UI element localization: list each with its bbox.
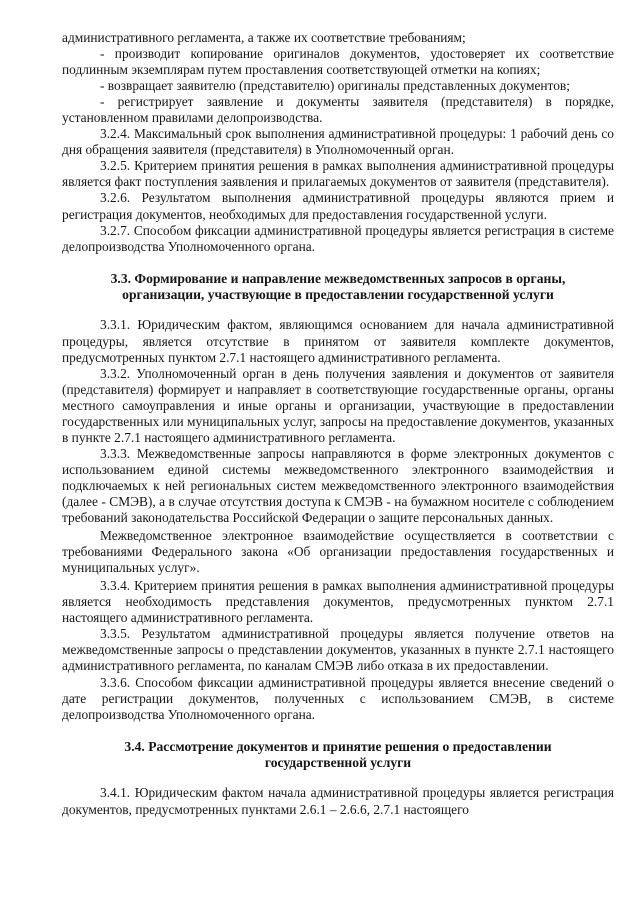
section-3-4-body — [62, 785, 614, 817]
section-3-4-heading — [62, 739, 614, 772]
section-heading-line: 3.4. Рассмотрение документов и принятие решения о предоставлении — [124, 738, 552, 754]
paragraph-3-3-4: 3.3.4. Критерием принятия решения в рамках выполнения административной процедуры является необходимость представления документов, предусмотренных пунктом 2.7.1 настоящего административного регламента. — [62, 578, 614, 626]
paragraph-3-2-4: 3.2.4. Максимальный срок выполнения административной процедуры: 1 рабочий день со дня обращения заявителя (представителя) в Уполномоченный орган. — [62, 126, 614, 158]
section-3-3-body — [62, 317, 614, 722]
list-item: - регистрирует заявление и документы заявителя (представителя) в порядке, установленном правилами делопроизводства. — [62, 94, 614, 126]
paragraph-3-3-6: 3.3.6. Способом фиксации административной процедуры является внесение сведений о дате регистрации документов, полученных с использованием СМЭВ, в системе делопроизводства Уполномоченного органа. — [62, 674, 614, 722]
paragraph: административного регламента, а также их соответствие требованиям; — [62, 30, 466, 45]
paragraph-3-3-1: 3.3.1. Юридическим фактом, являющимся основанием для начала административной процедуры, является отсутствие в принятом от заявителя комплекте документов, предусмотренных пунктом 2.7.1 настоящего административного регламента. — [62, 317, 614, 365]
paragraph-3-2-6: 3.2.6. Результатом выполнения административной процедуры являются прием и регистрация документов, необходимых для предоставления государственной услуги. — [62, 190, 614, 222]
section-heading-line: 3.3. Формирование и направление межведомственных запросов в органы, — [110, 270, 566, 286]
paragraph-3-4-1: 3.4.1. Юридическим фактом начала административной процедуры является регистрация документов, предусмотренных пунктами 2.6.1 – 2.6.6, 2.7.1 настоящего — [62, 785, 614, 817]
paragraph-3-2-5: 3.2.5. Критерием принятия решения в рамках выполнения административной процедуры является факт поступления заявления и прилагаемых документов от заявителя (представителя). — [62, 158, 614, 190]
paragraph-3-3-3: 3.3.3. Межведомственные запросы направляются в форме электронных документов с использованием единой системы межведомственного электронного взаимодействия и подключаемых к ней региональных систем межведомственного электронного взаимодействия (далее - СМЭВ), а в случае отсутствия доступа к СМЭВ - на бумажном носителе с соблюдением требований законодательства Российской Федерации о защите персональных данных. — [62, 445, 614, 526]
paragraph-3-2-7: 3.2.7. Способом фиксации административной процедуры является регистрация в системе делопроизводства Уполномоченного органа. — [62, 222, 614, 254]
section-3-3-heading — [62, 271, 614, 304]
list-item: - возвращает заявителю (представителю) оригиналы представленных документов; — [100, 78, 570, 94]
list-item: - производит копирование оригиналов документов, удостоверяет их соответствие подлинным экземплярам путем проставления соответствующей отметки на копиях; — [62, 46, 614, 78]
paragraph-3-3-2: 3.3.2. Уполномоченный орган в день получения заявления и документов от заявителя (представителя) формирует и направляет в соответствующие государственные органы, органы местного самоуправления и иные органы и организации, участвующие в предоставлении государственных или муниципальных услуг, запросы на предоставление документов, указанных в пункте 2.7.1 настоящего административного регламента. — [62, 365, 614, 445]
page-content — [62, 30, 614, 818]
paragraph-smev-note: Межведомственное электронное взаимодействие осуществляется в соответствии с требованиями Федерального закона «Об организации предоставления государственных и муниципальных услуг». — [62, 528, 614, 576]
paragraph-3-3-5: 3.3.5. Результатом административной процедуры является получение ответов на межведомственные запросы о представлении документов, указанных в пункте 2.7.1 настоящего административного регламента, по каналам СМЭВ либо отказа в их предоставлении. — [62, 626, 614, 674]
section-heading-line: организации, участвующие в предоставлении государственной услуги — [122, 287, 554, 303]
section-heading-line: государственной услуги — [264, 755, 412, 771]
